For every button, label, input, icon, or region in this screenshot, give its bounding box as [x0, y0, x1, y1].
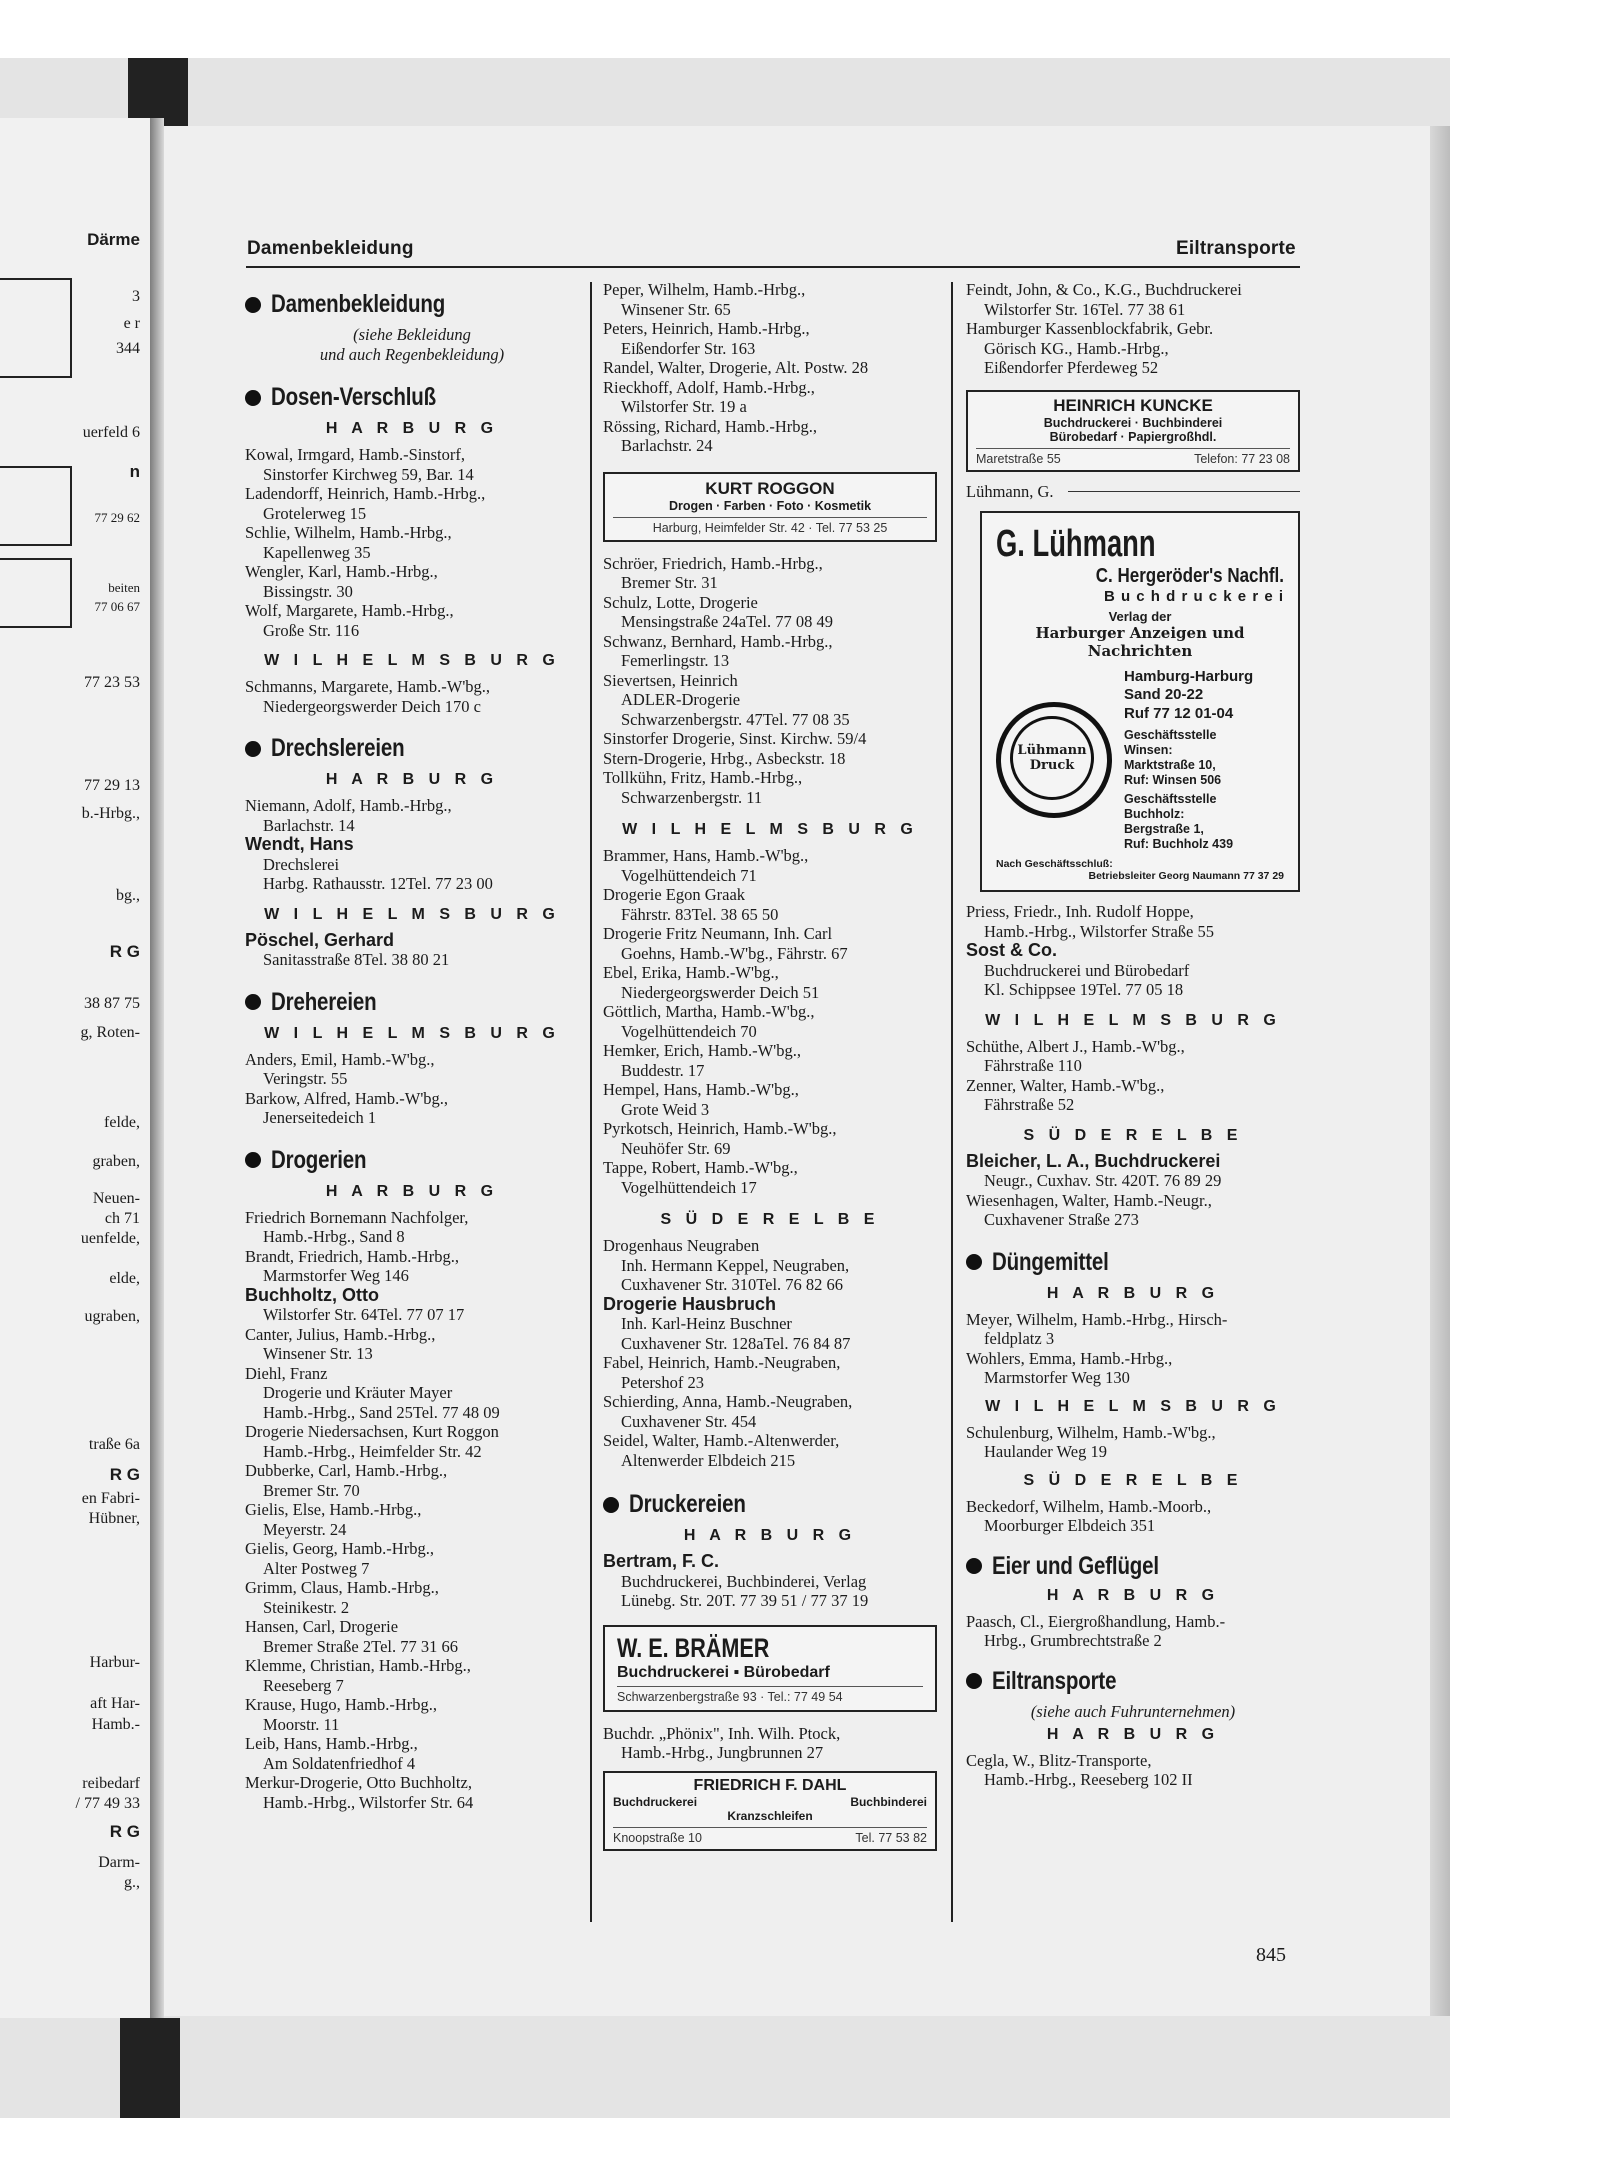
- list-item: Schüthe, Albert J., Hamb.-W'bg., Fährstraße 110: [966, 1036, 1185, 1075]
- left-page-text: uerfeld 6: [82, 424, 140, 441]
- left-page-text: 77 29 62: [94, 510, 140, 525]
- list-item: Schulenburg, Wilhelm, Hamb.-W'bg., Haulander Weg 19: [966, 1422, 1216, 1461]
- list-item: Rössing, Richard, Hamb.-Hrbg., Barlachstr. 24: [603, 416, 818, 455]
- ad-subtitle: Drogen · Farben · Foto · Kosmetik: [668, 498, 872, 513]
- list-item: Drogerie Egon Graak Fährstr. 83Tel. 38 65 50: [603, 885, 779, 924]
- district-heading: H A R B U R G: [1046, 1725, 1220, 1743]
- left-page-text: 77 29 13: [84, 777, 140, 794]
- bullet-icon: [245, 297, 261, 313]
- left-page-text: Neuen-: [92, 1190, 140, 1207]
- list-item: Wiesenhagen, Walter, Hamb.-Neugr., Cuxhavener Straße 273: [966, 1190, 1212, 1229]
- district-heading: W I L H E L M S B U R G: [264, 652, 560, 669]
- list-item: Seidel, Walter, Hamb.-Altenwerder, Altenwerder Elbdeich 215: [603, 1431, 840, 1470]
- column-1: [245, 280, 579, 1812]
- list-item: Wohlers, Emma, Hamb.-Hrbg., Marmstorfer Weg 130: [966, 1348, 1173, 1387]
- section-title: Drogerien: [271, 1145, 367, 1174]
- list-item: Bleicher, L. A., Buchdruckerei Neugr., Cuxhav. Str. 420T. 76 89 29: [966, 1150, 1222, 1190]
- logo-text: Druck: [1029, 758, 1075, 773]
- advertisement-dahl: [603, 1771, 937, 1851]
- section-title: Drechslereien: [271, 734, 405, 762]
- list-item: Pyrkotsch, Heinrich, Hamb.-W'bg., Neuhöfer Str. 69: [603, 1119, 837, 1158]
- list-item: Dubberke, Carl, Hamb.-Hrbg., Bremer Str. 70: [245, 1461, 448, 1500]
- section-heading: [245, 988, 579, 1017]
- left-page-text: reibedarf: [82, 1775, 140, 1792]
- list-item: Feindt, John, & Co., K.G., Buchdruckerei Wilstorfer Str. 16Tel. 77 38 61: [966, 280, 1242, 319]
- district-heading: W I L H E L M S B U R G: [264, 1024, 560, 1042]
- district-heading: H A R B U R G: [325, 420, 499, 437]
- left-page-text: 38 87 75: [84, 995, 140, 1012]
- left-page-text: beiten: [108, 580, 140, 595]
- ad-footnote: Betriebsleiter Georg Naumann 77 37 29: [1088, 870, 1284, 882]
- ad-address: Harburg, Heimfelder Str. 42 · Tel. 77 53 25: [613, 517, 927, 535]
- left-page-text: traße 6a: [88, 1436, 140, 1453]
- advertisement-kuncke: [966, 390, 1300, 472]
- list-item: Tollkühn, Fritz, Hamb.-Hrbg., Schwarzenbergstr. 11: [603, 768, 803, 807]
- left-page-box: [0, 558, 72, 628]
- ad-subtitle: Kranzschleifen: [727, 1808, 813, 1823]
- ad-subtitle: Bürobedarf · Papiergroßhdl.: [1049, 429, 1217, 444]
- list-item: Hempel, Hans, Hamb.-W'bg., Grote Weid 3: [603, 1080, 799, 1119]
- section-title: Damenbekleidung: [271, 290, 446, 318]
- list-item: Diehl, Franz Drogerie und Kräuter Mayer Hamb.-Hrbg., Sand 25Tel. 77 48 09: [245, 1363, 500, 1422]
- list-item: Hansen, Carl, Drogerie Bremer Straße 2Tel. 77 31 66: [245, 1617, 458, 1656]
- section-title: Düngemittel: [992, 1247, 1109, 1276]
- district-heading: W I L H E L M S B U R G: [264, 905, 560, 923]
- district-heading: H A R B U R G: [1046, 1586, 1220, 1604]
- left-page-text: Darm-: [98, 1854, 140, 1871]
- left-page-text: R G: [109, 1465, 140, 1484]
- ad-address: Knoopstraße 10 Tel. 77 53 82: [613, 1827, 927, 1845]
- bullet-icon: [245, 390, 261, 406]
- cross-reference: (siehe auch Fuhrunternehmen): [1030, 1701, 1236, 1721]
- bullet-icon: [245, 1152, 261, 1168]
- list-item: Wolf, Margarete, Hamb.-Hrbg., Große Str. 116: [245, 601, 454, 640]
- list-item: Peters, Heinrich, Hamb.-Hrbg., Eißendorfer Str. 163: [603, 319, 810, 358]
- list-item: Schröer, Friedrich, Hamb.-Hrbg., Bremer Str. 31: [603, 553, 823, 592]
- list-item: Friedrich Bornemann Nachfolger, Hamb.-Hrbg., Sand 8: [245, 1207, 469, 1246]
- section-title: Eier und Geflügel: [992, 1551, 1159, 1580]
- left-page-text: bg.,: [116, 887, 140, 904]
- section-title: Eiltransporte: [992, 1666, 1117, 1695]
- ad-verlag: Verlag der: [1108, 609, 1172, 624]
- page-number: 845: [1256, 1944, 1286, 1966]
- page-gutter: [150, 118, 164, 2018]
- advertisement-braemer: [603, 1625, 937, 1712]
- left-page-text: ugraben,: [84, 1308, 140, 1325]
- list-item: Grimm, Claus, Hamb.-Hrbg., Steinikestr. 2: [245, 1578, 439, 1617]
- district-heading: W I L H E L M S B U R G: [985, 1011, 1281, 1029]
- book-binding-bottom: [120, 2018, 180, 2118]
- list-item: Randel, Walter, Drogerie, Alt. Postw. 28: [603, 358, 869, 377]
- left-page-text: Hamb.-: [91, 1716, 140, 1733]
- list-item: Drogenhaus Neugraben Inh. Hermann Keppel, Neugraben, Cuxhavener Str. 310Tel. 76 82 66: [603, 1236, 850, 1294]
- bullet-icon: [966, 1254, 982, 1270]
- district-heading: W I L H E L M S B U R G: [622, 821, 918, 838]
- left-page-text: b.-Hrbg.,: [81, 805, 140, 822]
- advertisement-luehmann: [980, 511, 1300, 892]
- list-item: Canter, Julius, Hamb.-Hrbg., Winsener Str. 13: [245, 1324, 436, 1363]
- district-heading: S Ü D E R E L B E: [1023, 1471, 1243, 1489]
- left-page-text: g, Roten-: [80, 1024, 140, 1041]
- left-page-text: 77 06 67: [94, 599, 140, 614]
- page-edge-shade: [1430, 126, 1450, 2016]
- district-heading: H A R B U R G: [1046, 1284, 1220, 1302]
- column-2: [603, 280, 937, 1851]
- column-3: [966, 280, 1300, 1790]
- list-item: Göttlich, Martha, Hamb.-W'bg., Vogelhüttendeich 70: [603, 1002, 815, 1041]
- ad-newspaper: Harburger Anzeigen und Nachrichten: [1035, 624, 1245, 660]
- list-item: Wendt, Hans Drechslerei Harbg. Rathausstr. 12Tel. 77 23 00: [245, 834, 493, 893]
- list-item: Pöschel, Gerhard Sanitasstraße 8Tel. 38 80 21: [245, 929, 450, 969]
- list-item: Fabel, Heinrich, Hamb.-Neugraben, Petershof 23: [603, 1353, 841, 1392]
- left-page-text: R G: [109, 1822, 140, 1841]
- ad-title: W. E. BRÄMER: [617, 1632, 770, 1663]
- bullet-icon: [966, 1673, 982, 1689]
- list-item: Schwanz, Bernhard, Hamb.-Hrbg., Femerlingstr. 13: [603, 631, 833, 670]
- left-page-text: 3: [132, 288, 140, 305]
- district-heading: H A R B U R G: [683, 1527, 857, 1544]
- left-page-text: 77 23 53: [84, 674, 140, 691]
- left-page-text: Därme: [87, 230, 140, 249]
- section-heading: [245, 734, 579, 763]
- ad-title: KURT ROGGON: [705, 478, 835, 498]
- list-item: Krause, Hugo, Hamb.-Hrbg., Moorstr. 11: [245, 1695, 437, 1734]
- section-title: Druckereien: [629, 1490, 746, 1518]
- list-item: Niemann, Adolf, Hamb.-Hrbg., Barlachstr. 14: [245, 796, 452, 835]
- section-heading: [245, 383, 579, 412]
- left-page-text: en Fabri-: [81, 1490, 140, 1507]
- section-title: Dosen-Verschluß: [271, 383, 437, 411]
- list-item: Tappe, Robert, Hamb.-W'bg., Vogelhüttendeich 17: [603, 1158, 798, 1197]
- left-page-text: Hübner,: [88, 1510, 140, 1527]
- section-heading: [245, 1146, 579, 1175]
- district-heading: S Ü D E R E L B E: [1023, 1126, 1243, 1144]
- left-page-text: n: [129, 462, 140, 481]
- list-item: Sinstorfer Drogerie, Sinst. Kirchw. 59/4: [603, 729, 867, 748]
- list-item: Hemker, Erich, Hamb.-W'bg., Buddestr. 17: [603, 1041, 801, 1080]
- list-item: Paasch, Cl., Eiergroßhandlung, Hamb.- Hrbg., Grumbrechtstraße 2: [966, 1611, 1226, 1650]
- left-page-text: ch 71: [104, 1210, 140, 1227]
- list-item: Schulz, Lotte, Drogerie Mensingstraße 24aTel. 77 08 49: [603, 592, 833, 631]
- cross-reference: (siehe Bekleidung: [353, 325, 471, 344]
- left-page-text: / 77 49 33: [75, 1795, 140, 1812]
- list-item: Drogerie Fritz Neumann, Inh. Carl Goehns, Hamb.-W'bg., Fährstr. 67: [603, 924, 848, 963]
- list-item: Brandt, Friedrich, Hamb.-Hrbg., Marmstorfer Weg 146: [245, 1246, 459, 1285]
- left-page-text: graben,: [92, 1153, 140, 1170]
- left-page-text: felde,: [104, 1114, 140, 1131]
- list-item: Priess, Friedr., Inh. Rudolf Hoppe, Hamb.-Hrbg., Wilstorfer Straße 55: [966, 902, 1214, 941]
- ad-address: Schwarzenbergstraße 93 · Tel.: 77 49 54: [617, 1686, 923, 1704]
- left-page-fragment: [0, 118, 152, 2018]
- header-rule: [246, 266, 1300, 268]
- district-heading: H A R B U R G: [325, 1182, 499, 1200]
- list-item: Lühmann, G.: [966, 482, 1300, 502]
- district-heading: W I L H E L M S B U R G: [985, 1397, 1281, 1415]
- list-item: Anders, Emil, Hamb.-W'bg., Veringstr. 55: [245, 1049, 435, 1088]
- ad-title: G. Lühmann: [996, 523, 1156, 565]
- list-item: Merkur-Drogerie, Otto Buchholtz, Hamb.-Hrbg., Wilstorfer Str. 64: [245, 1773, 474, 1812]
- ad-trade: B u c h d r u c k e r e i: [1103, 588, 1284, 605]
- list-item: Meyer, Wilhelm, Hamb.-Hrbg., Hirsch- feldplatz 3: [966, 1309, 1228, 1348]
- list-item: Schmanns, Margarete, Hamb.-W'bg., Niedergeorgswerder Deich 170 c: [245, 677, 491, 716]
- left-page-text: 344: [116, 340, 140, 357]
- ad-title: FRIEDRICH F. DAHL: [693, 1776, 847, 1794]
- left-page-text: Harbur-: [89, 1654, 140, 1671]
- list-item: Zenner, Walter, Hamb.-W'bg., Fährstraße 52: [966, 1075, 1165, 1114]
- ad-services: Buchdruckerei Buchbinderei: [613, 1794, 927, 1809]
- column-rule: [951, 282, 953, 1922]
- list-item: Barkow, Alfred, Hamb.-W'bg., Jenerseitedeich 1: [245, 1088, 449, 1127]
- section-heading: [966, 1248, 1300, 1277]
- list-item: Schierding, Anna, Hamb.-Neugraben, Cuxhavener Str. 454: [603, 1392, 853, 1431]
- list-item: Rieckhoff, Adolf, Hamb.-Hrbg., Wilstorfer Str. 19 a: [603, 377, 815, 416]
- district-heading: H A R B U R G: [325, 771, 499, 788]
- ad-contact: Hamburg-Harburg Sand 20-22 Ruf 77 12 01-04 Geschäftsstelle Winsen: Marktstraße 10, Ruf: Winsen 506 Geschäftsstelle Buchholz: Bergstraße 1, Ruf: Buchholz 439: [1124, 668, 1254, 851]
- bullet-icon: [245, 741, 261, 757]
- left-page-text: elde,: [109, 1270, 140, 1287]
- running-head-right: Eiltransporte: [1176, 238, 1296, 259]
- section-heading: [966, 1667, 1300, 1696]
- list-item: Peper, Wilhelm, Hamb.-Hrbg., Winsener Str. 65: [603, 280, 806, 319]
- leader-line: [1068, 491, 1300, 492]
- left-page-text: R G: [109, 942, 140, 961]
- list-item: Klemme, Christian, Hamb.-Hrbg., Reeseberg 7: [245, 1656, 471, 1695]
- section-heading: [966, 1552, 1300, 1581]
- list-item: Cegla, W., Blitz-Transporte, Hamb.-Hrbg., Reeseberg 102 II: [966, 1750, 1193, 1789]
- list-item: Gielis, Georg, Hamb.-Hrbg., Alter Postweg 7: [245, 1539, 434, 1578]
- list-item: Stern-Drogerie, Hrbg., Asbeckstr. 18: [603, 748, 846, 768]
- list-item: Drogerie Niedersachsen, Kurt Roggon Hamb.-Hrbg., Heimfelder Str. 42: [245, 1422, 499, 1461]
- ad-footnote: Nach Geschäftsschluß:: [996, 858, 1113, 870]
- list-item: Ladendorff, Heinrich, Hamb.-Hrbg., Grotelerweg 15: [245, 484, 486, 523]
- list-item: Wengler, Karl, Hamb.-Hrbg., Bissingstr. 30: [245, 562, 438, 601]
- advertisement-roggon: [603, 472, 937, 542]
- ad-address: Maretstraße 55 Telefon: 77 23 08: [976, 448, 1290, 466]
- list-item: Kowal, Irmgard, Hamb.-Sinstorf, Sinstorfer Kirchweg 59, Bar. 14: [245, 445, 474, 484]
- luehmann-druck-logo-icon: [996, 702, 1112, 818]
- list-item: Schlie, Wilhelm, Hamb.-Hrbg., Kapellenweg 35: [245, 523, 452, 562]
- section-heading: [603, 1490, 937, 1519]
- list-item: Sievertsen, Heinrich ADLER-Drogerie Schwarzenbergstr. 47Tel. 77 08 35: [603, 670, 850, 729]
- list-item: Hamburger Kassenblockfabrik, Gebr. Görisch KG., Hamb.-Hrbg., Eißendorfer Pferdeweg 52: [966, 319, 1214, 377]
- left-page-text: aft Har-: [90, 1695, 140, 1712]
- column-rule: [590, 282, 592, 1922]
- list-item: Brammer, Hans, Hamb.-W'bg., Vogelhüttendeich 71: [603, 846, 809, 885]
- logo-text: Lühmann: [1017, 743, 1087, 758]
- list-item: Sost & Co. Buchdruckerei und Bürobedarf Kl. Schippsee 19Tel. 77 05 18: [966, 940, 1190, 999]
- list-item: Drogerie Hausbruch Inh. Karl-Heinz Buschner Cuxhavener Str. 128aTel. 76 84 87: [603, 1293, 851, 1353]
- ad-subtitle: C. Hergeröder's Nachfl.: [1095, 565, 1284, 587]
- list-item: Bertram, F. C. Buchdruckerei, Buchbinderei, Verlag Lünebg. Str. 20T. 77 39 51 / 77 37 19: [603, 1551, 869, 1610]
- left-page-box: [0, 466, 72, 546]
- ad-title: HEINRICH KUNCKE: [1053, 395, 1213, 415]
- list-item: Leib, Hans, Hamb.-Hrbg., Am Soldatenfriedhof 4: [245, 1734, 418, 1773]
- district-heading: S Ü D E R E L B E: [660, 1211, 880, 1228]
- bullet-icon: [966, 1558, 982, 1574]
- left-page-text: g.,: [124, 1874, 140, 1891]
- list-item: Gielis, Else, Hamb.-Hrbg., Meyerstr. 24: [245, 1500, 422, 1539]
- list-item: Buchdr. „Phönix", Inh. Wilh. Ptock, Hamb.-Hrbg., Jungbrunnen 27: [603, 1723, 841, 1762]
- left-page-text: e r: [123, 315, 140, 332]
- ad-subtitle: Buchdruckerei · Buchbinderei: [1043, 415, 1223, 430]
- list-item: Beckedorf, Wilhelm, Hamb.-Moorb., Moorburger Elbdeich 351: [966, 1496, 1212, 1535]
- left-page-box: [0, 278, 72, 378]
- list-item: Buchholtz, Otto Wilstorfer Str. 64Tel. 77 07 17: [245, 1284, 465, 1324]
- list-item: Ebel, Erika, Hamb.-W'bg., Niedergeorgswerder Deich 51: [603, 963, 820, 1002]
- cross-reference: und auch Regenbekleidung): [319, 345, 505, 364]
- section-heading: [245, 290, 579, 319]
- running-head-left: Damenbekleidung: [247, 238, 414, 259]
- bullet-icon: [245, 994, 261, 1010]
- left-page-text: uenfelde,: [80, 1230, 140, 1247]
- section-title: Drehereien: [271, 987, 377, 1016]
- bullet-icon: [603, 1497, 619, 1513]
- ad-subtitle: Buchdruckerei ▪ Bürobedarf: [617, 1663, 830, 1681]
